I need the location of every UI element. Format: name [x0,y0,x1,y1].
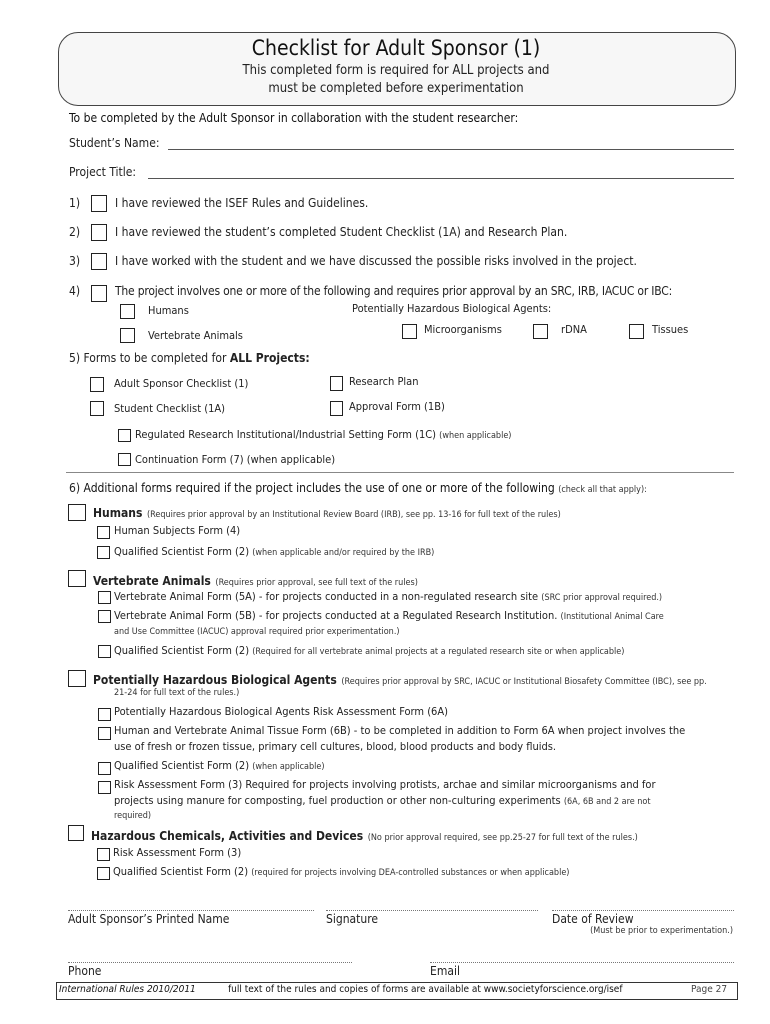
phba-label: Potentially Hazardous Biological Agents: [352,302,552,315]
vertebrate-qualified-scientist-label [114,644,624,657]
s6-vertebrate-row [93,570,418,589]
s6-vertebrate-checkbox[interactable] [68,570,86,587]
page-title: Checklist for Adult Sponsor (1) [251,36,541,60]
humans-qualified-scientist-text: Qualified Scientist Form (2) [114,545,250,558]
vertebrate-qualified-scientist-text: Qualified Scientist Form (2) [114,644,250,657]
human-subjects-form-checkbox[interactable] [97,526,110,539]
project-title-field[interactable] [148,178,734,179]
phba-qualified-scientist-checkbox[interactable] [98,762,111,775]
vertebrate-label: Vertebrate Animals [148,329,243,342]
regulated-research-label [135,428,511,441]
s6-humans-row [93,502,561,521]
phba-risk-assessment-checkbox[interactable] [98,781,111,794]
s6-hazard-note: (No prior approval required, see pp.25-27 for full text of the rules.) [367,833,638,843]
hazard-qualified-scientist-label [113,865,569,878]
date-line[interactable] [552,910,734,911]
vertebrate-5a-text: Vertebrate Animal Form (5A) - for projects conducted in a non-regulated research site [114,590,539,603]
adult-sponsor-checklist-checkbox[interactable] [90,377,104,392]
vertebrate-5b-text: Vertebrate Animal Form (5B) - for projects conducted at a Regulated Research Institution. [114,609,558,622]
vertebrate-5a-label [114,590,662,603]
vertebrate-checkbox[interactable] [120,328,135,343]
item-3-number: 3) [69,254,81,268]
research-plan-label: Research Plan [349,375,419,388]
signature-line[interactable] [326,910,538,911]
project-title-label: Project Title: [69,165,137,179]
section-5-title-text: 5) Forms to be completed for [69,351,230,365]
printed-name-line[interactable] [68,910,314,911]
phone-line[interactable] [68,962,352,963]
phba-6a-label: Potentially Hazardous Biological Agents Risk Assessment Form (6A) [114,705,448,718]
email-line[interactable] [430,962,734,963]
humans-qualified-scientist-label [114,545,434,558]
phba-6b-label-cont: use of fresh or frozen tissue, primary cell cultures, blood, blood products and body fluids. [114,740,557,753]
hazard-qualified-scientist-text: Qualified Scientist Form (2) [113,865,249,878]
phba-qualified-scientist-note: (when applicable) [252,762,325,772]
email-label: Email [430,964,460,978]
tissues-checkbox[interactable] [629,324,644,339]
s6-phba-checkbox[interactable] [68,670,86,687]
item-2-checkbox[interactable] [91,224,107,241]
s6-hazard-row [91,825,638,844]
student-name-label: Student’s Name: [69,136,160,150]
vertebrate-5a-checkbox[interactable] [98,591,111,604]
rdna-checkbox[interactable] [533,324,548,339]
rdna-label: rDNA [561,323,587,336]
s6-phba-note-cont: 21-24 for full text of the rules.) [114,688,240,698]
vertebrate-5a-note: (SRC prior approval required.) [541,593,663,603]
item-1-label: I have reviewed the ISEF Rules and Guidelines. [115,196,369,210]
student-name-field[interactable] [168,149,734,150]
student-checklist-label: Student Checklist (1A) [114,402,226,415]
item-2-label: I have reviewed the student’s completed Student Checklist (1A) and Research Plan. [115,225,568,239]
section-5-title [69,351,310,365]
regulated-research-text: Regulated Research Institutional/Industrial Setting Form (1C) [135,428,437,441]
continuation-form-checkbox[interactable] [118,453,131,466]
s6-humans-checkbox[interactable] [68,504,86,521]
section-6-title-text: Additional forms required if the project includes the use of one or more of the following [83,481,555,495]
continuation-form-label: Continuation Form (7) (when applicable) [135,453,336,466]
signature-label: Signature [326,912,379,926]
regulated-research-note: (when applicable) [439,431,512,441]
humans-qualified-scientist-checkbox[interactable] [97,546,110,559]
approval-form-checkbox[interactable] [330,401,343,416]
hazard-qualified-scientist-note: (required for projects involving DEA-controlled substances or when applicable) [251,868,570,878]
item-4-label: The project involves one or more of the following and requires prior approval by an SRC, IRB, IACUC or IBC: [115,284,673,298]
phba-risk-assessment-note: (6A, 6B and 2 are not [563,797,651,807]
date-of-review-label: Date of Review [552,912,634,926]
vertebrate-5b-label [114,609,664,622]
footer-text: full text of the rules and copies of forms are available at www.societyforscience.org/isef [228,984,623,995]
phba-risk-assessment-label: Risk Assessment Form (3) Required for projects involving protists, archae and similar microorganisms and for [114,778,656,791]
s6-vertebrate-note: (Requires prior approval, see full text of the rules) [215,578,418,588]
phba-risk-assessment-note-cont: required) [114,811,152,821]
humans-qualified-scientist-note: (when applicable and/or required by the IRB) [252,548,435,558]
phba-6b-label: Human and Vertebrate Animal Tissue Form (6B) - to be completed in addition to Form 6A when project involves the [114,724,686,737]
phba-6a-checkbox[interactable] [98,708,111,721]
item-1-checkbox[interactable] [91,195,107,212]
phone-label: Phone [68,964,102,978]
research-plan-checkbox[interactable] [330,376,343,391]
footer-page-number: Page 27 [691,984,728,995]
footer-rules: International Rules 2010/2011 [59,984,196,995]
student-checklist-checkbox[interactable] [90,401,104,416]
item-4-checkbox[interactable] [91,285,107,302]
tissues-label: Tissues [652,323,689,336]
printed-name-label: Adult Sponsor’s Printed Name [68,912,230,926]
phba-qualified-scientist-text: Qualified Scientist Form (2) [114,759,250,772]
section-5-title-bold: ALL Projects: [229,351,310,365]
s6-hazard-checkbox[interactable] [68,825,84,841]
item-4-number: 4) [69,284,81,298]
s6-vertebrate-label: Vertebrate Animals [93,574,211,588]
microorganisms-label: Microorganisms [424,323,502,336]
intro-text: To be completed by the Adult Sponsor in collaboration with the student researcher: [69,111,519,125]
date-of-review-note: (Must be prior to experimentation.) [590,926,733,936]
s6-hazard-label: Hazardous Chemicals, Activities and Devices [91,829,364,843]
phba-qualified-scientist-label [114,759,325,772]
humans-label: Humans [148,304,189,317]
subtitle-line-2: must be completed before experimentation [268,81,524,96]
adult-sponsor-checklist-label: Adult Sponsor Checklist (1) [114,377,249,390]
s6-phba-row [93,669,707,688]
phba-risk-assessment-label-cont [114,794,651,807]
hazard-qualified-scientist-checkbox[interactable] [97,867,110,880]
phba-6b-checkbox[interactable] [98,727,111,740]
item-2-number: 2) [69,225,81,239]
hazard-risk-assessment-label: Risk Assessment Form (3) [113,846,242,859]
section-6-note: (check all that apply): [558,485,647,495]
vertebrate-5b-note: (Institutional Animal Care [560,612,664,622]
phba-risk-assessment-text-cont: projects using manure for composting, fuel production or other non-culturing experiments [114,794,561,807]
humans-checkbox[interactable] [120,304,135,319]
regulated-research-checkbox[interactable] [118,429,131,442]
item-3-label: I have worked with the student and we have discussed the possible risks involved in the project. [115,254,637,268]
microorganisms-checkbox[interactable] [402,324,417,339]
vertebrate-5b-checkbox[interactable] [98,610,111,623]
s6-phba-label: Potentially Hazardous Biological Agents [93,673,337,687]
section-divider [66,472,734,473]
subtitle-line-1: This completed form is required for ALL projects and [242,63,550,78]
hazard-risk-assessment-checkbox[interactable] [97,848,110,861]
section-6-number: 6) [69,481,81,495]
approval-form-label: Approval Form (1B) [349,400,445,413]
item-3-checkbox[interactable] [91,253,107,270]
vertebrate-qualified-scientist-note: (Required for all vertebrate animal projects at a regulated research site or when applicable) [252,647,625,657]
s6-humans-label: Humans [93,506,143,520]
human-subjects-form-label: Human Subjects Form (4) [114,524,241,537]
section-6-title [69,481,647,495]
item-1-number: 1) [69,196,81,210]
vertebrate-qualified-scientist-checkbox[interactable] [98,645,111,658]
s6-phba-note: (Requires prior approval by SRC, IACUC or Institutional Biosafety Committee (IBC), see pp. [341,677,707,687]
s6-humans-note: (Requires prior approval by an Institutional Review Board (IRB), see pp. 13-16 for full text of the rules) [146,510,561,520]
vertebrate-5b-note-cont: and Use Committee (IACUC) approval required prior experimentation.) [114,627,400,637]
